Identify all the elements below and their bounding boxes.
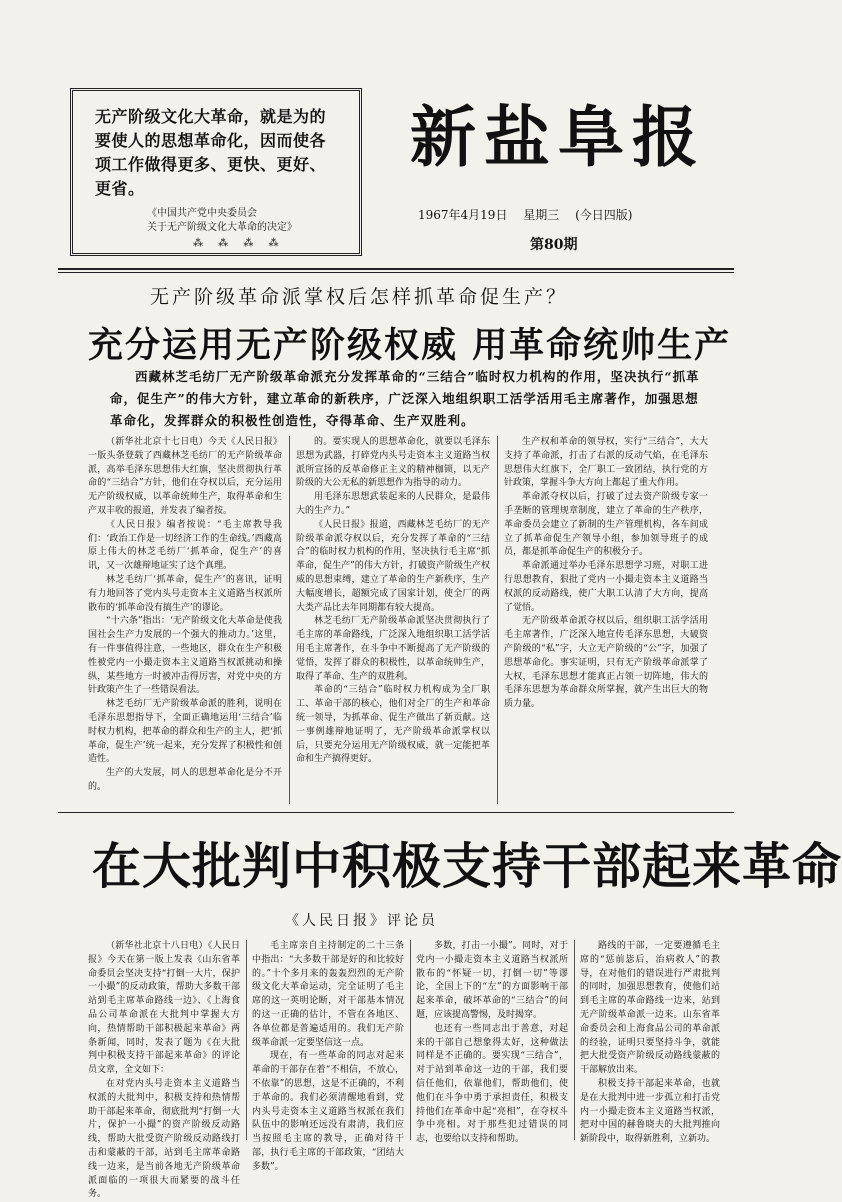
column-divider [246,940,247,1140]
article1-column-3: 生产权和革命的领导权，实行“三结合”，大大支持了革命派，打击了右派的反动气焰，在毛泽东思想伟大红旗下，全厂职工一致团结，执行党的方针政策，掌握斗争大方向上都起了重大作用。 革命派夺权以后，打破了过去资产阶级专家一手垄断的管理规章制度，建立了革命的生产秩序，革命委员会建立了新制的生产管理机构，各车间成立了抓革命促生产领导小组，参加领导班子的成员，都是抓革命促生产的积极分子。 革命派通过举办毛泽东思想学习班，对职工进行思想教育，狠批了党内一小撮走资本主义道路当权派的反动路线，使广大职工认清了大方向，提高了觉悟。 无产阶级革命派夺权以后，组织职工活学活用毛主席著作，广泛深入地宣传毛泽东思想，大破资产阶级的“私”字，大立无产阶级的“公”字，加强了思想革命化。事实证明，只有无产阶级革命派掌了大权，毛泽东思想才能真正占领一切阵地，伟大的毛泽东思想为革命群众所掌握，就产生出巨大的物质力量。 [504,437,708,710]
article2-column-2: 毛主席亲自主持制定的二十三条中指出：“大多数干部是好的和比较好的。”十个多月来的轰轰烈烈的无产阶级文化大革命运动，完全证明了毛主席的这一英明论断，对干部基本情况的这一正确的估计，不管在各地区、各单位都是普遍适用的。我们无产阶级革命派一定要坚信这一点。 现在，有一些革命的同志对起来革命的干部存在着“不相信，不放心，不依靠”的思想，这是不正确的，不利于革命的。我们必须清醒地看到，党内头号走资本主义道路当权派在我们队伍中的影响还远没有肃清，我们应当按照毛主席的教导，正确对待干部，执行毛主席的干部政策，“团结大多数”。 [252,941,404,1172]
quote-source-line2: 关于无产阶级文化大革命的决定》 [147,222,297,233]
issue-number: 第80期 [530,237,578,253]
article2-column-1: （新华社北京十八日电）《人民日报》今天在第一版上发表《山东省革命委员会坚决支持“打倒一大片，保护一小撮”的反动政策，帮助大多数干部站到毛主席革命路线一边》、《上海食品公司革命派在大批判中掌握大方向，热情帮助干部积极起来革命》两条新闻，同时，发表了题为《在大批判中积极支持干部起来革命》的评论员文章，全文如下： 在对党内头号走资本主义道路当权派的大批判中，积极支持和热情帮助干部起来革命，彻底批判“打倒一大片，保护一小撮”的资产阶级反动路线，帮助大批受资产阶级反动路线打击和蒙蔽的干部，站到毛主席革命路线一边来，是当前各地无产阶级革命派面临的一项很大而紧要的战斗任务。 [88,941,240,1200]
column-divider [410,940,411,1140]
article1-column-1: （新华社北京十七日电）今天《人民日报》一版头条登载了西藏林芝毛纺厂的无产阶级革命派，高举毛泽东思想伟大红旗，坚决贯彻执行革命的“三结合”方针，他们在夺权以后，充分运用无产阶级权威，以革命统帅生产，取得革命和生产双丰收的报道，并发表了编者按。 《人民日报》编者按说：“毛主席教导我们：‘政治工作是一切经济工作的生命线。’西藏高原上伟大的林芝毛纺厂‘抓革命，促生产’的喜讯，又一次雄辩地证实了这个真理。 林芝毛纺厂‘抓革命，促生产’的喜讯，证明有力地回答了党内头号走资本主义道路当权派所散布的‘抓革命没有搞生产’的谬论。 “十六条”指出：‘无产阶级文化大革命是使我国社会生产力发展的一个强大的推动力。’这里，有一件事值得注意，一些地区，群众在生产积极性被党内一小撮走资本主义道路当权派挑动和操纵，某些地方一时被冲击得厉害，对党中央的方针政策产生了一些错误看法。 林芝毛纺厂无产阶级革命派的胜利，说明在毛泽东思想指导下，全面正确地运用‘三结合’临时权力机构，把革命的群众和生产的主人，把‘抓革命，促生产’统一起来，充分发挥了积极性和创造性。 生产的大发展，同人的思想革命化是分不开的。 [88,437,282,792]
article1-headline: 充分运用无产阶级权威 用革命统帅生产 [88,326,732,366]
page-count: (今日四版) [575,208,633,222]
newspaper-masthead: 新盐阜报 [410,99,706,176]
article2-headline: 在大批判中积极支持干部起来革命 [92,838,842,895]
column-divider [574,940,575,1140]
article1-column-2: 的。要实现人的思想革命化，就要以毛泽东思想为武器，打碎党内头号走资本主义道路当权派所宣扬的反革命修正主义的精神枷锁，以无产阶级的大公无私的新思想作为指导的动力。 用毛泽东思想武装起来的人民群众，是最伟大的生产力。” 《人民日报》报道，西藏林芝毛纺厂的无产阶级革命派夺权以后，充分发挥了革命的“三结合”的临时权力机构的作用，坚决执行毛主席“抓革命，促生产”的伟大方针，打破资产阶级生产权威的思想束缚，建立了革命的生产新秩序，生产大幅度增长，超额完成了国家计划，使全厂的两大类产品比去年同期都有较大提高。 林芝毛纺厂无产阶级革命派坚决贯彻执行了毛主席的革命路线，广泛深入地组织职工活学活用毛主席著作，在斗争中不断提高了无产阶级的觉悟，发挥了群众的积极性，以革命统帅生产，取得了革命、生产的双胜利。 革命的“三结合”临时权力机构成为全厂职工、革命干部的核心，他们对全厂的生产和革命统一领导，为抓革命、促生产做出了新贡献。这一事例雄辩地证明了，无产阶级革命派掌权以后，只要充分运用无产阶级权威，就一定能把革命和生产搞得更好。 [296,437,490,765]
weekday: 星期三 [523,208,560,222]
masthead-divider-thin [58,272,734,273]
article2-column-4: 路线的干部，一定要遵循毛主席的“惩前毖后，治病救人”的教导，在对他们的错误进行严肃批判的同时，加强思想教育，使他们站到毛主席的革命路线一边来，站到无产阶级革命派一边来。山东省革命委员会和上海食品公司的革命派的经验，证明只要坚持斗争，就能把大批受资产阶级反动路线蒙蔽的干部解放出来。 积极支持干部起来革命，也就是在大批判中进一步孤立和打击党内一小撮走资本主义道路当权派，把对中国的赫鲁晓夫的大批判推向新阶段中，取得新胜利，立新功。 [580,941,720,1145]
column-divider [289,436,290,804]
quote-text: 无产阶级文化大革命，就是为的要使人的思想革命化，因而使各项工作做得更多、更快、更好、更省。 [95,107,327,198]
quote-source-line1: 《中国共产党中央委员会 [147,208,257,219]
masthead-divider [58,268,734,270]
section-divider [58,812,734,813]
article2-column-3: 多数，打击一小撮”。同时，对于党内一小撮走资本主义道路当权派所散布的“怀疑一切，打倒一切”等谬论，全国上下的“左”的方面影响干部起来革命，破坏革命的“三结合”的问题，应该提高警惕，及时揭穿。 也还有一些同志出于善意，对起来的干部自己想象得太好，这种做法同样是不正确的。要实现“三结合”，对于站到革命这一边的干部，我们要信任他们，依靠他们，帮助他们，使他们在斗争中勇于承担责任，积极支持他们在革命中起“亮相”，在夺权斗争中亮相。对于那些犯过错误的同志，也要给以支持和帮助。 [416,941,568,1145]
article1-lead: 西藏林芝毛纺厂无产阶级革命派充分发挥革命的“三结合”临时权力机构的作用，坚决执行“抓革命，促生产”的伟大方针，建立革命的新秩序，广泛深入地组织职工活学活用毛主席著作，加强思想革命化，发挥群众的积极性创造性，夺得革命、生产双胜利。 [110,369,700,428]
quote-box [70,88,362,256]
dateline [418,206,633,223]
column-divider [497,436,498,804]
quote-decoration: ⁂ ⁂ ⁂ ⁂ [193,238,285,249]
publication-date: 1967年4月19日 [418,208,508,222]
article2-byline: 《人民日报》评论员 [285,913,438,929]
article1-kicker: 无产阶级革命派掌权后怎样抓革命促生产？ [150,286,569,308]
